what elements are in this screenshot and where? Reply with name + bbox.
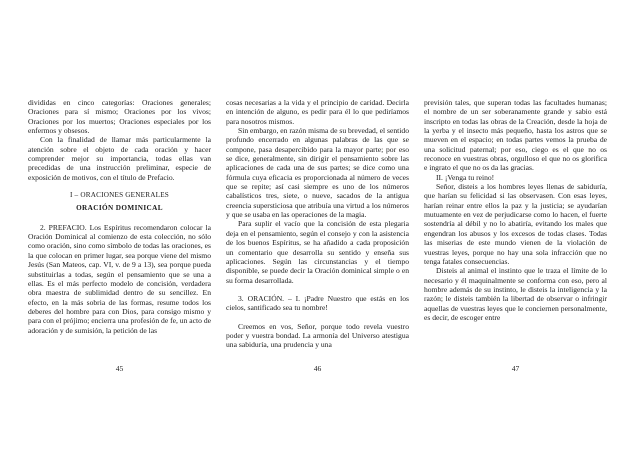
paragraph: Sin embargo, en razón misma de su brevedad, el sentido profundo encerrado en algunas palabras de las que se compone, pasa desapercibido para la mayor parte; por eso se dice, generalmente, sin dirigir el pensamiento sobre las aplicaciones de cada una de sus partes; se dice como una fórmula cuya eficacia es proporcionada al número de veces que se repite; así casi siempre es uno de los números cabalísticos tres, siete, o nueve, sacados de la antigua creencia supersticiosa que atribuía una virtud a los números y que se usaba en las operaciones de la magia. bbox=[226, 126, 409, 220]
paragraph: Creemos en vos, Señor, porque todo revela vuestro poder y vuestra bondad. La armonía del Universo atestigua una sabiduría, una prudencia y una bbox=[226, 321, 409, 350]
paragraph: Disteis al animal el instinto que le traza el límite de lo necesario y él maquinalmente se conforma con eso, pero al hombre además de su instinto, le disteis la inteligencia y la razón; le disteis también la libertad de observar o infringir aquellas de vuestras leyes que le conciernen personalmente, es decir, de escoger entre bbox=[424, 266, 607, 322]
paragraph: Para suplir el vacío que la concisión de esta plegaria deja en el pensamiento, según el consejo y con la asistencia de los buenos Espíritus, se ha añadido a cada proposición un comentario que desarrolla su sentido y enseña sus aplicaciones. Según las circunstancias y el tiempo disponible, se puede decir la Oración dominical simple o en su forma desarrollada. bbox=[226, 219, 409, 285]
page-number: 45 bbox=[115, 364, 124, 373]
paragraph: previsión tales, que superan todas las facultades humanas; el nombre de un ser soberanamente grande y sabio está inscripto en todas las obras de la Creación, desde la hoja de la yerba y el insecto más pequeño, hasta los astros que se mueven en el espacio; en todas partes vemos la prueba de una solicitud paternal; por eso, ciego es el que no os reconoce en vuestras obras, orgulloso el que no os glorifica e ingrato el que no os da las gracias. bbox=[424, 98, 607, 173]
prayer-heading: 3. ORACIÓN. – I. ¡Padre Nuestro que estás en los cielos, santificado sea tu nombre! bbox=[226, 293, 409, 313]
section-heading: I – ORACIONES GENERALES bbox=[69, 191, 170, 200]
paragraph: Con la finalidad de llamar más particularmente la atención sobre el objeto de cada oración y hacer comprender mejor su importancia, todas ellas van precedidas de una instrucción preliminar, especie de exposición de motivos, con el título de Prefacio. bbox=[28, 135, 211, 182]
page-number: 47 bbox=[511, 364, 520, 373]
page-column-left bbox=[28, 98, 211, 335]
page-number: 46 bbox=[313, 364, 322, 373]
paragraph: cosas necesarias a la vida y el principio de caridad. Decirla en intención de alguno, es pedir para él lo que pediríamos para nosotros mismos. bbox=[226, 98, 409, 126]
page-column-right bbox=[424, 98, 607, 322]
subsection-heading: ORACIÓN DOMINICAL bbox=[76, 204, 163, 213]
paragraph: Señor, disteis a los hombres leyes llenas de sabiduría, que harían su felicidad si las observasen. Con esas leyes, harían reinar entre ellos la paz y la justicia; se ayudarían mutuamente en vez de perjudicarse como lo hacen, el fuerte sostendría al débil y no lo abatiría, evitando los males que engendran los abusos y los excesos de todas clases. Todas las miserias de este mundo vienen de la violación de vuestras leyes, porque no hay una sola infracción que no tenga fatales consecuencias. bbox=[424, 182, 607, 266]
paragraph: divididas en cinco categorías: Oraciones generales; Oraciones para sí mismo; Oraciones por los vivos; Oraciones por los muertos; Oraciones especiales por los enfermos y obsesos. bbox=[28, 98, 211, 136]
prayer-heading: II. ¡Venga tu reino! bbox=[436, 172, 495, 182]
paragraph: 2. PREFACIO. Los Espíritus recomendaron colocar la Oración Dominical al comienzo de esta colección, no sólo como oración, sino como símbolo de todas las oraciones, es la que colocan en primer lugar, sea porque viene del mismo Jesús (San Mateos, cap. VI, v. de 9 a 13), sea porque pueda substituirlas a todas, según el pensamiento que se una a ellas. Es el más perfecto modelo de concisión, verdadera obra maestra de sublimidad dentro de su sencillez. En efecto, en la más sobria de las formas, resume todos los deberes del hombre para con Dios, para consigo mismo y para con el prójimo; encierra una profesión de fe, un acto de adoración y de sumisión, la petición de las bbox=[28, 222, 212, 335]
page-column-middle bbox=[226, 98, 409, 350]
